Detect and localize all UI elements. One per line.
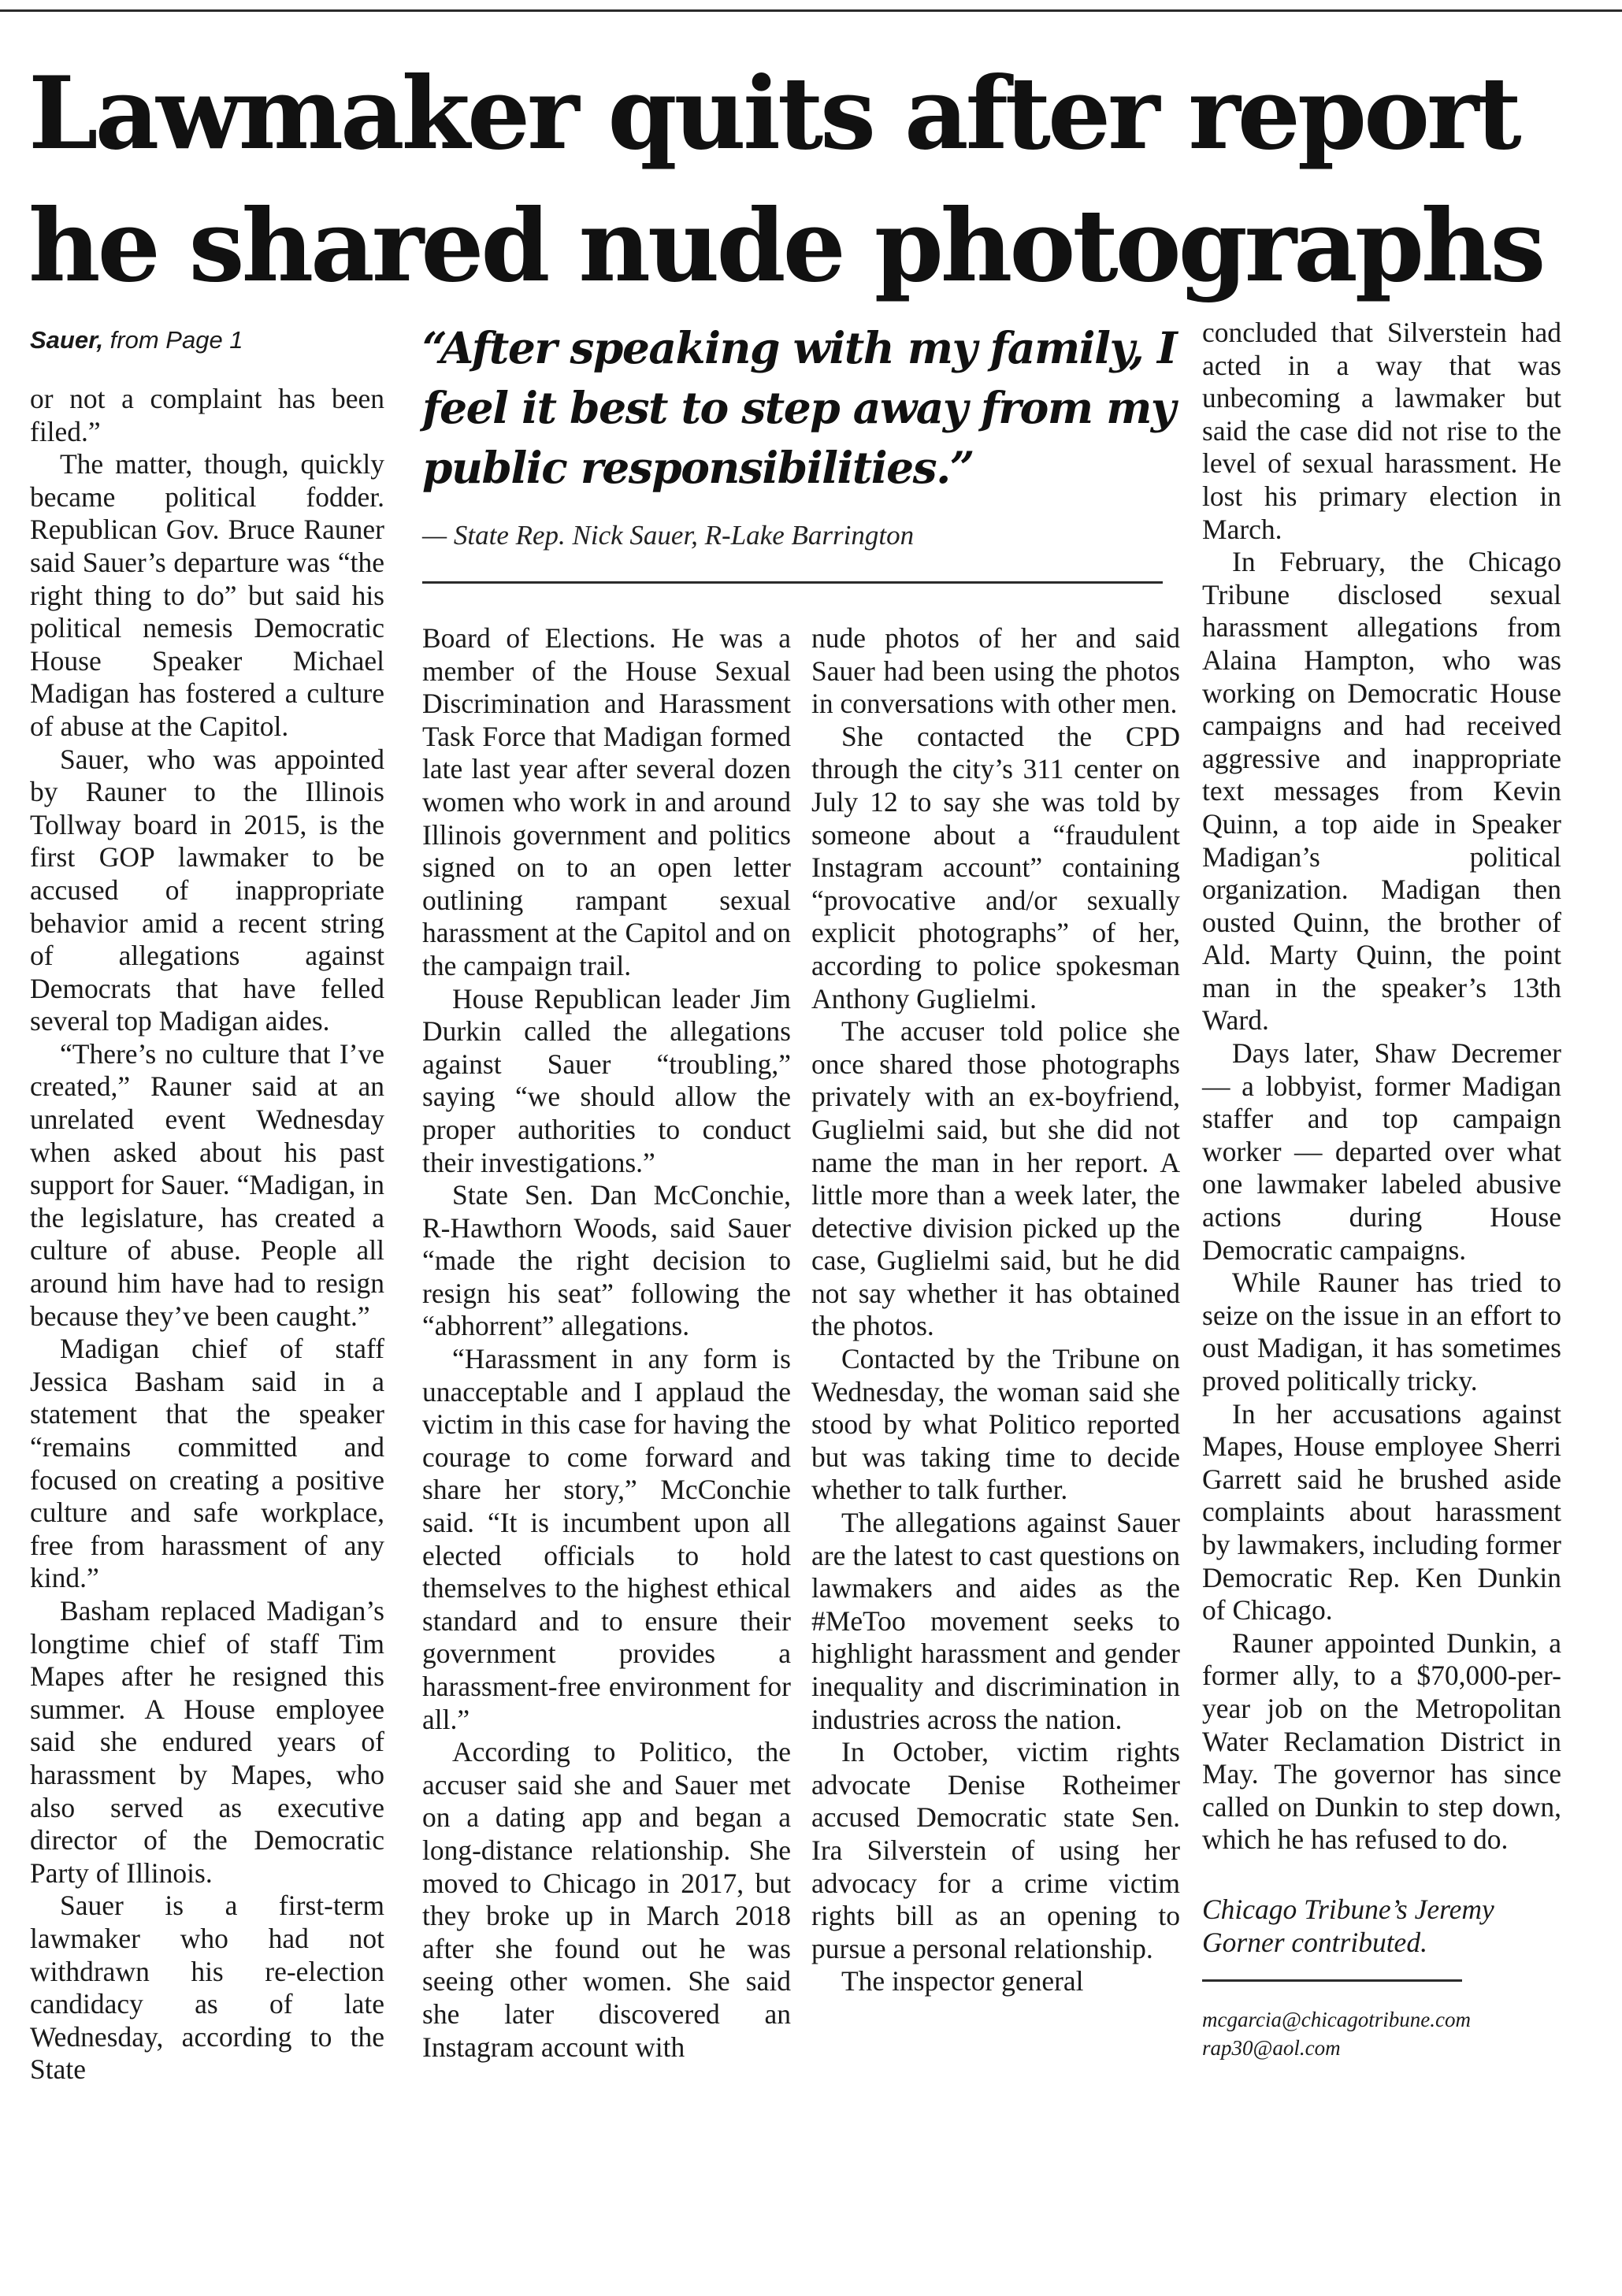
paragraph: Board of Elections. He was a member of the House Sexual Discrimination and Harassment Task Force that Madigan formed late last year after several dozen women who work in and around Illinois government and politics signed on to an open letter outlining rampant sexual harassment at the Capitol and on the campaign trail. <box>422 622 791 981</box>
paragraph: She contacted the CPD through the city’s 311 center on July 12 to say she was told by someone about a “fraudulent Instagram account” containing “provocative and/or sexually explicit photographs” of her, according to police spokesman Anthony Guglielmi. <box>811 720 1180 1014</box>
jump-from: from Page 1 <box>103 326 243 354</box>
pull-quote-rule <box>422 581 1163 584</box>
top-rule <box>0 9 1622 12</box>
paragraph: nude photos of her and said Sauer had been using the photos in conversations with other men. <box>811 622 1180 720</box>
headline: Lawmaker quits after report he shared nude photographs <box>28 55 1543 304</box>
article-column-3 <box>811 622 1180 1998</box>
paragraph: “Harassment in any form is unacceptable and I applaud the victim in this case for having the courage to come forward and share her story,” McConchie said. “It is incumbent upon all elected officials to hold themselves to the highest ethical standard and to ensure their government provides a harassment-free environment for all.” <box>422 1343 791 1735</box>
paragraph: or not a complaint has been filed.” <box>30 383 384 447</box>
paragraph: According to Politico, the accuser said she and Sauer met on a dating app and began a long-distance relationship. She moved to Chicago in 2017, but they broke up in March 2018 after she found out he was seeing other women. She said she later discovered an Instagram account with <box>422 1736 791 2063</box>
article-column-2 <box>422 622 791 2064</box>
paragraph: Sauer is a first-term lawmaker who had not withdrawn his re-election candidacy as of late Wednesday, according to the State <box>30 1890 384 2086</box>
paragraph: Madigan chief of staff Jessica Basham said in a statement that the speaker “remains committed and focused on creating a positive culture and safe workplace, free from harassment of any kind.” <box>30 1333 384 1594</box>
paragraph: In October, victim rights advocate Denise Rotheimer accused Democratic state Sen. Ira Silverstein of using her advocacy for a crime victim rights bill as an opening to pursue a personal relationship. <box>811 1736 1180 1964</box>
article-column-4 <box>1202 317 1561 2062</box>
jump-line <box>30 326 243 354</box>
paragraph: While Rauner has tried to seize on the issue in an effort to oust Madigan, it has sometimes proved politically tricky. <box>1202 1267 1561 1397</box>
paragraph: Basham replaced Madigan’s longtime chief of staff Tim Mapes after he resigned this summer. A House employee said she endured years of harassment by Mapes, who also served as executive director of the Democratic Party of Illinois. <box>30 1594 384 1889</box>
paragraph: Contacted by the Tribune on Wednesday, the woman said she stood by what Politico reported but was taking time to decide whether to talk further. <box>811 1343 1180 1506</box>
paragraph: concluded that Silverstein had acted in a way that was unbecoming a lawmaker but said the case did not rise to the level of sexual harassment. He lost his primary election in March. <box>1202 317 1561 545</box>
pull-quote: “After speaking with my family, I feel it best to step away from my public responsibilities.” <box>422 322 1177 493</box>
contributor-credit: Chicago Tribune’s Jeremy Gorner contributed. <box>1202 1893 1494 1958</box>
author-email[interactable]: mcgarcia@chicagotribune.com <box>1202 2007 1472 2031</box>
paragraph: Sauer, who was appointed by Rauner to the Illinois Tollway board in 2015, is the first GOP lawmaker to be accused of inappropriate behavior amid a recent string of allegations against Democrats that have felled several top Madigan aides. <box>30 743 384 1037</box>
paragraph: “There’s no culture that I’ve created,” Rauner said at an unrelated event Wednesday when asked about his past support for Sauer. “Madigan, in the legislature, has created a culture of abuse. People all around him have had to resign because they’ve been caught.” <box>30 1037 384 1332</box>
end-rule <box>1202 1979 1462 1982</box>
paragraph: House Republican leader Jim Durkin called the allegations against Sauer “troubling,” saying “we should allow the proper authorities to conduct their investigations.” <box>422 982 791 1178</box>
paragraph: The matter, though, quickly became political fodder. Republican Gov. Bruce Rauner said Sauer’s departure was “the right thing to do” but said his political nemesis Democratic House Speaker Michael Madigan has fostered a culture of abuse at the Capitol. <box>30 448 384 742</box>
paragraph: In her accusations against Mapes, House employee Sherri Garrett said he brushed aside complaints about harassment by lawmakers, including former Democratic Rep. Ken Dunkin of Chicago. <box>1202 1397 1561 1626</box>
paragraph: Days later, Shaw Decremer — a lobbyist, former Madigan staffer and top campaign worker — departed over what one lawmaker labeled abusive actions during House Democratic campaigns. <box>1202 1037 1561 1266</box>
paragraph: In February, the Chicago Tribune disclosed sexual harassment allegations from Alaina Hampton, who was working on Democratic House campaigns and had received aggressive and inappropriate text messages from Kevin Quinn, a top aide in Speaker Madigan’s political organization. Madigan then ousted Quinn, the brother of Ald. Marty Quinn, the point man in the speaker’s 13th Ward. <box>1202 546 1561 1037</box>
article-column-1 <box>30 383 384 2086</box>
pull-quote-attribution: — State Rep. Nick Sauer, R-Lake Barrington <box>422 520 915 551</box>
author-email[interactable]: rap30@aol.com <box>1202 2035 1341 2060</box>
paragraph: State Sen. Dan McConchie, R-Hawthorn Woods, said Sauer “made the right decision to resign his seat” following the “abhorrent” allegations. <box>422 1179 791 1342</box>
jump-name: Sauer, <box>30 326 104 354</box>
paragraph: Rauner appointed Dunkin, a former ally, to a $70,000-per-year job on the Metropolitan Water Reclamation District in May. The governor has since called on Dunkin to step down, which he has refused to do. <box>1202 1626 1561 1856</box>
paragraph: The allegations against Sauer are the latest to cast questions on lawmakers and aides as the #MeToo movement seeks to highlight harassment and gender inequality and discrimination in industries across the nation. <box>811 1507 1180 1735</box>
paragraph: The inspector general <box>841 1965 1084 1997</box>
paragraph: The accuser told police she once shared those photographs privately with an ex-boyfriend, Guglielmi said, but she did not name the man in her report. A little more than a week later, the detective division picked up the case, Guglielmi said, but he did not say whether it has obtained the photos. <box>811 1015 1180 1342</box>
